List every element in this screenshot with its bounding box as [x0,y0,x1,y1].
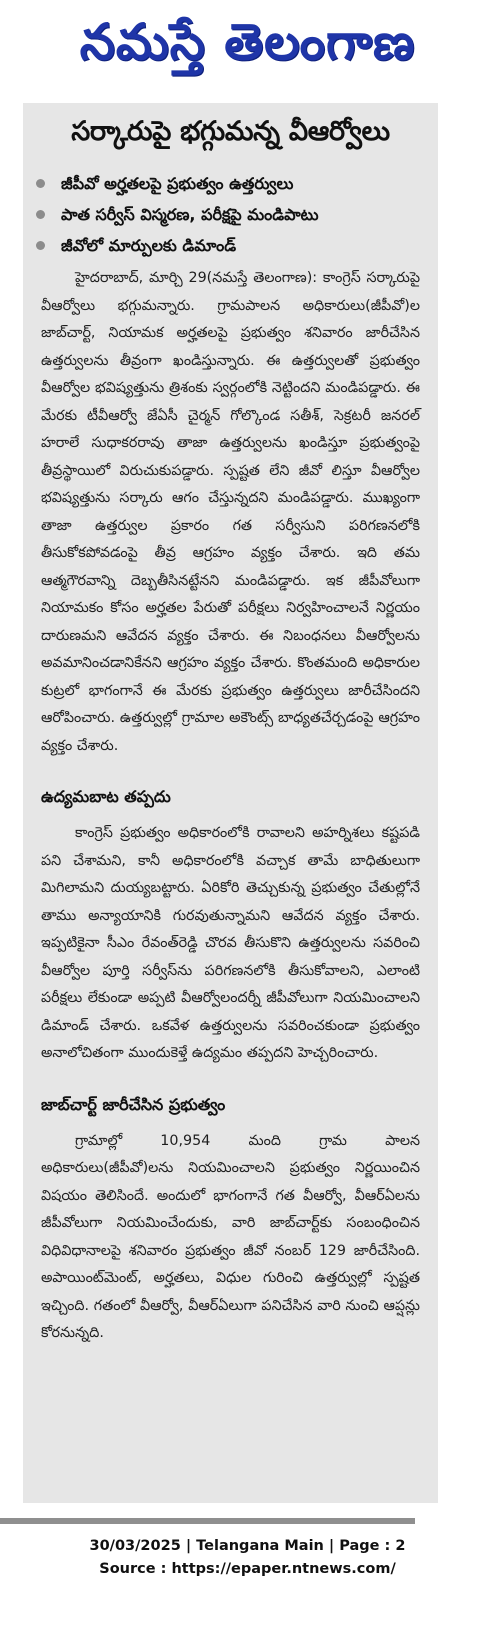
article-body [41,1128,420,1348]
bullet-dot-icon [36,179,45,188]
source-link[interactable]: Source : https://epaper.ntnews.com/ [99,1561,396,1577]
body-paragraph: కాంగ్రెస్ ప్రభుత్వం అధికారంలోకి రావాలని అహర్నిశలు కష్టపడి పని చేశామని, కానీ అధికారంలోకి వచ్చాక తామే బాధితులుగా మిగిలామని దుయ్యబట్టారు. ఏరికోరి తెచ్చుకున్న ప్రభుత్వం చేతుల్లోనే తాము అన్యాయానికి గురవుతున్నామని ఆవేదన వ్యక్తం చేశారు. ఇప్పటికైనా సీఎం రేవంత్‌రెడ్డి చొరవ తీసుకొని ఉత్తర్వులను సవరించి వీఆర్వోల పూర్తి సర్వీస్‌ను పరిగణనలోకి తీసుకోవాలని, ఎలాంటి పరీక్షలు లేకుండా అప్పటి వీఆర్వోలందర్నీ జీపీవోలుగా నియమించాలని డిమాండ్ చేశారు. ఒకవేళ ఉత్తర్వులను సవరించకుండా ప్రభుత్వం అనాలోచితంగా ముందుకెళ్తే ఉద్యమం తప్పదని హెచ్చరించారు. [41,825,420,1061]
highlight-bullet [23,230,438,261]
masthead [0,0,495,95]
footer-divider [0,1518,415,1524]
article-body [41,265,420,760]
body-paragraph: గ్రామాల్లో 10,954 మంది గ్రామ పాలన అధికారులు(జీపీవో)లను నియమించాలని ప్రభుత్వం నిర్ణయించిన విషయం తెలిసిందే. అందులో భాగంగానే గత వీఆర్వో, వీఆర్‌ఏలను జీపీవోలుగా నియమించేందుకు, వారి జాబ్‌చార్ట్‌కు సంబంధించిన విధివిధానాలపై శనివారం ప్రభుత్వం జీవో నంబర్ 129 జారీచేసింది. అపాయింట్‌మెంట్, అర్హతలు, విధుల గురించి ఉత్తర్వుల్లో స్పష్టత ఇచ్చింది. గతంలో వీఆర్వో, వీఆర్‌ఏలుగా పనిచేసిన వారి నుంచి ఆప్షన్లు కోరనున్నది. [41,1132,420,1341]
body-paragraph: హైదరాబాద్, మార్చి 29(నమస్తే తెలంగాణ): కాంగ్రెస్ సర్కారుపై వీఆర్వోలు భగ్గుమన్నారు. గ్రామపాలన అధికారులు(జీపీవో)ల జాబ్‌చార్ట్, నియామక అర్హతలపై ప్రభుత్వం శనివారం జారీచేసిన ఉత్తర్వులను తీవ్రంగా ఖండిస్తున్నారు. ఈ ఉత్తర్వులతో ప్రభుత్వం వీఆర్వోల భవిష్యత్తును త్రిశంకు స్వర్గంలోకి నెట్టిందని మండిపడ్డారు. ఈ మేరకు టీవీఆర్వో జేఏసీ చైర్మన్ గోల్కొండ సతీశ్, సెక్రటరీ జనరల్ హరాలే సుధాకరరావు తాజా ఉత్తర్వులను ఖండిస్తూ ప్రభుత్వంపై తీవ్రస్థాయిలో విరుచుకుపడ్డారు. స్పష్టత లేని జీవో లిస్తూ వీఆర్వోల భవిష్యత్తును సర్కారు ఆగం చేస్తున్నదని మండిపడ్డారు. ముఖ్యంగా తాజా ఉత్తర్వుల ప్రకారం గత సర్వీసుని పరిగణనలోకి తీసుకోకపోవడంపై తీవ్ర ఆగ్రహం వ్యక్తం చేశారు. ఇది తమ ఆత్మగౌరవాన్ని దెబ్బతీసినట్టేనని మండిపడ్డారు. ఇక జీపీవోలుగా నియామకం కోసం అర్హతల పేరుతో పరీక్షలు నిర్వహించాలనే నిర్ణయం దారుణమని ఆవేదన వ్యక్తం చేశారు. ఈ నిబంధనలు వీఆర్వోలను అవమానించడానికేనని ఆగ్రహం వ్యక్తం చేశారు. కొంతమంది అధికారుల కుట్రలో భాగంగానే ఈ మేరకు ప్రభుత్వం ఉత్తర్వులు జారీచేసిందని ఆరోపించారు. ఉత్తర్వుల్లో గ్రామాల అకౌంట్స్ బాధ్యతచేర్చడంపై ఆగ్రహం వ్యక్తం చేశారు. [41,270,420,754]
highlight-bullet [23,199,438,230]
newspaper-logo: నమస్తే తెలంగాణ [79,11,416,71]
bullet-dot-icon [36,210,45,219]
clipping-footer [0,1535,495,1581]
date-edition-page: 30/03/2025 | Telangana Main | Page : 2 [89,1538,406,1554]
highlight-text: జీపీవో అర్హతలపై ప్రభుత్వం ఉత్తర్వులు [61,174,294,193]
article-headline: సర్కారుపై భగ్గుమన్న వీఆర్వోలు [71,116,390,147]
article-clipping [23,103,438,1503]
section-subheading: ఉద్యమబాట తప్పదు [41,787,171,806]
section-subheading: జాబ్‌చార్ట్ జారీచేసిన ప్రభుత్వం [41,1094,226,1114]
highlight-bullet [23,168,438,199]
article-body [41,820,420,1068]
bullet-dot-icon [36,241,45,250]
highlight-text: జీవోలో మార్పులకు డిమాండ్ [61,236,237,255]
highlight-bullets [23,168,438,261]
highlight-text: పాత సర్వీస్ విస్మరణ, పరీక్షపై మండిపాటు [61,205,319,224]
